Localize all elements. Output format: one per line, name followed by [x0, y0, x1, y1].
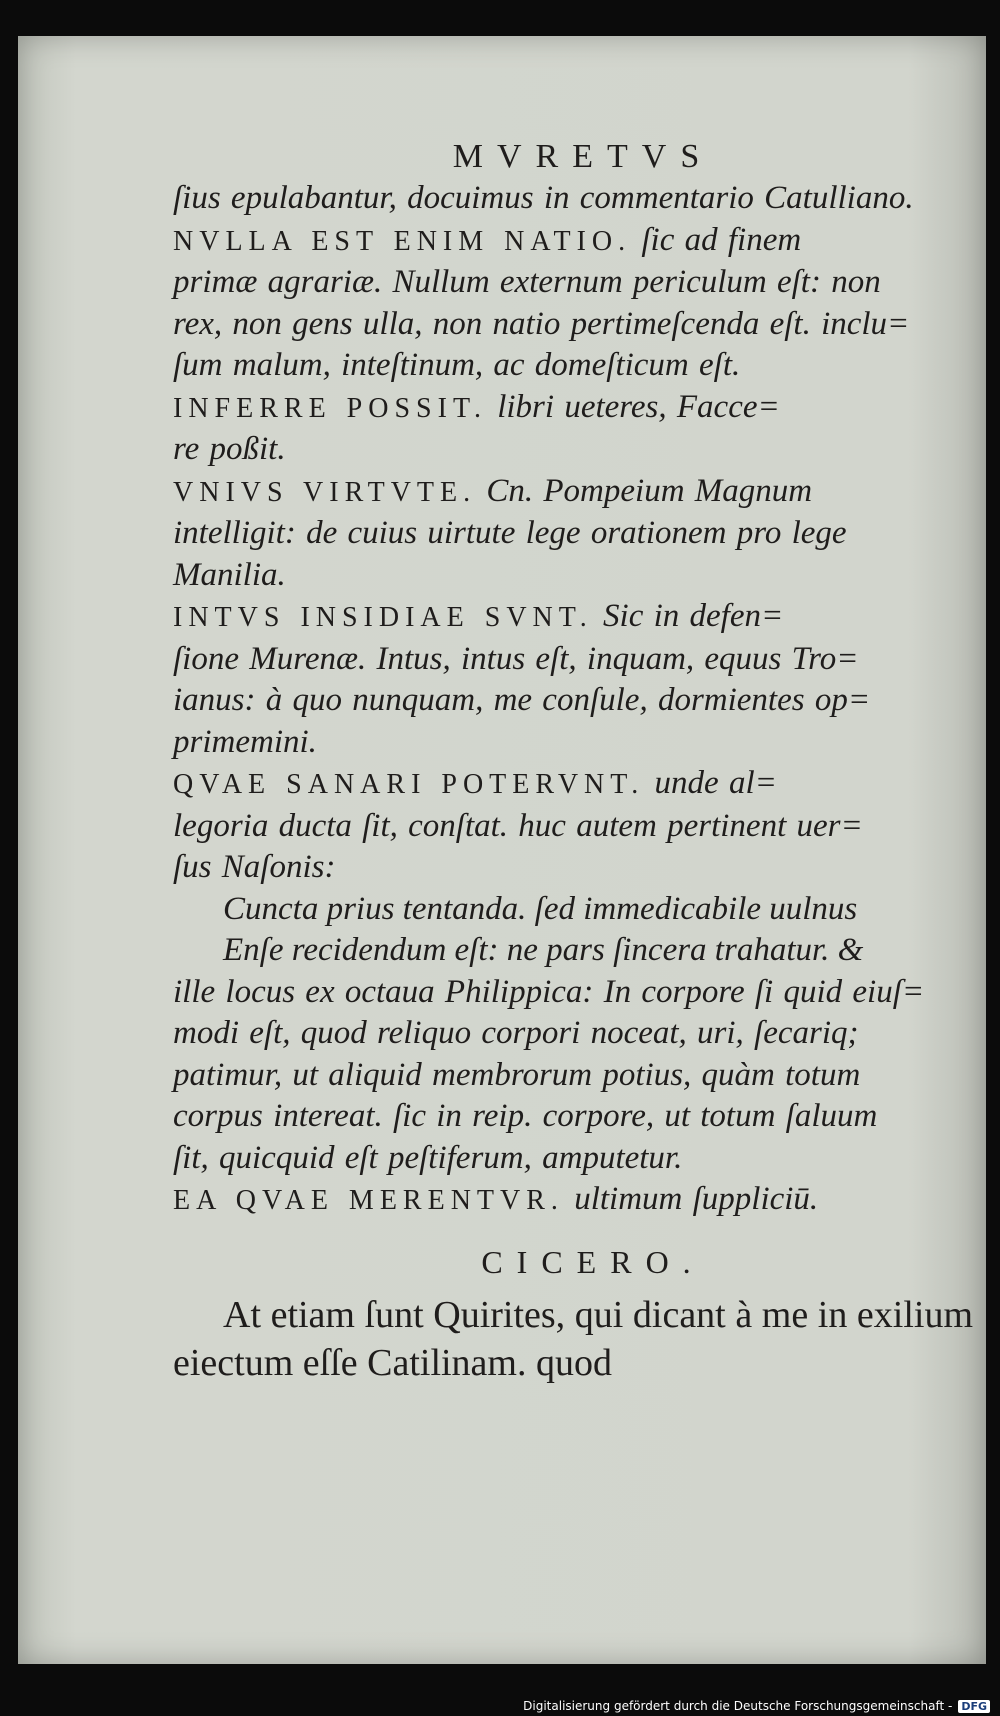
- digitization-credit: [523, 1696, 990, 1716]
- text-line: ſus Naſonis:: [173, 849, 336, 885]
- text-line: ſit, quicquid eſt peſtiferum, amputetur.: [173, 1139, 683, 1176]
- scanned-page: [18, 36, 986, 1664]
- text-line: [173, 763, 973, 806]
- text-line: rex, non gens ulla, non natio pertimeſcenda eſt. inclu=: [173, 305, 910, 342]
- gloss: Sic in defen=: [603, 598, 784, 634]
- gloss: unde al=: [654, 765, 777, 801]
- lemma: QVAE SANARI POTERVNT.: [173, 769, 645, 800]
- text-line: corpus intereat. ſic in reip. corpore, ut totum ſaluum: [173, 1098, 878, 1134]
- text-line: ille locus ex octaua Philippica: In corpore ſi quid eiuſ=: [173, 973, 925, 1010]
- gloss: Cn. Pompeium Magnum: [486, 472, 813, 509]
- text-line: ianus: à quo nunquam, me conſule, dormientes op=: [173, 682, 871, 718]
- cicero-text: At etiam ſunt Quirites, qui dicant à me in exilium eiectum eſſe Catilinam. quod: [173, 1293, 973, 1384]
- text-line: [173, 387, 973, 430]
- lemma: INFERRE POSSIT.: [173, 392, 487, 424]
- dfg-logo: DFG: [958, 1700, 990, 1713]
- lemma: INTVS INSIDIAE SVNT.: [173, 602, 593, 633]
- commentary-entries-continued: [173, 972, 973, 1222]
- lemma: EA QVAE MERENTVR.: [173, 1185, 564, 1216]
- text-line: Manilia.: [173, 556, 286, 593]
- page-text: [173, 98, 973, 1387]
- text-line: [173, 220, 973, 263]
- text-line: ſione Murenæ. Intus, intus eſt, inquam, equus Tro=: [173, 640, 859, 677]
- text-line: primemini.: [173, 723, 317, 760]
- running-head: MVRETVS: [452, 138, 714, 175]
- text-line: ſum malum, inteſtinum, ac domeſticum eſt.: [173, 347, 741, 383]
- text-line: re poßit.: [173, 431, 286, 467]
- verse-quotation: [173, 889, 973, 972]
- gloss: libri ueteres, Facce=: [497, 388, 780, 425]
- text-line: modi eſt, quod reliquo corpori noceat, uri, ſecariq;: [173, 1015, 859, 1051]
- credit-text: Digitalisierung gefördert durch die Deutsche Forschungsgemeinschaft -: [523, 1699, 953, 1713]
- commentary-entries: [173, 178, 973, 889]
- text-line: [173, 596, 973, 639]
- section-heading: CICERO.: [481, 1243, 705, 1280]
- gloss: ultimum ſuppliciū.: [574, 1181, 819, 1217]
- text-line: [173, 471, 973, 514]
- verse-line: Enſe recidendum eſt: ne pars ſincera trahatur. &: [223, 932, 864, 968]
- text-line: legoria ducta ſit, conſtat. huc autem pertinent uer=: [173, 807, 863, 844]
- lemma: NVLLA EST ENIM NATIO.: [173, 225, 632, 257]
- lemma: VNIVS VIRTVTE.: [173, 476, 477, 508]
- gloss: ſic ad finem: [641, 221, 802, 258]
- text-line: intelligit: de cuius uirtute lege orationem pro lege: [173, 515, 847, 551]
- text-line: [173, 1179, 973, 1222]
- text-line: patimur, ut aliquid membrorum potius, quàm totum: [173, 1056, 861, 1093]
- text-line: ſius epulabantur, docuimus in commentario Catulliano.: [173, 180, 914, 216]
- verse-line: Cuncta prius tentanda. ſed immedicabile uulnus: [223, 890, 858, 927]
- text-line: primæ agrariæ. Nullum externum periculum eſt: non: [173, 264, 881, 300]
